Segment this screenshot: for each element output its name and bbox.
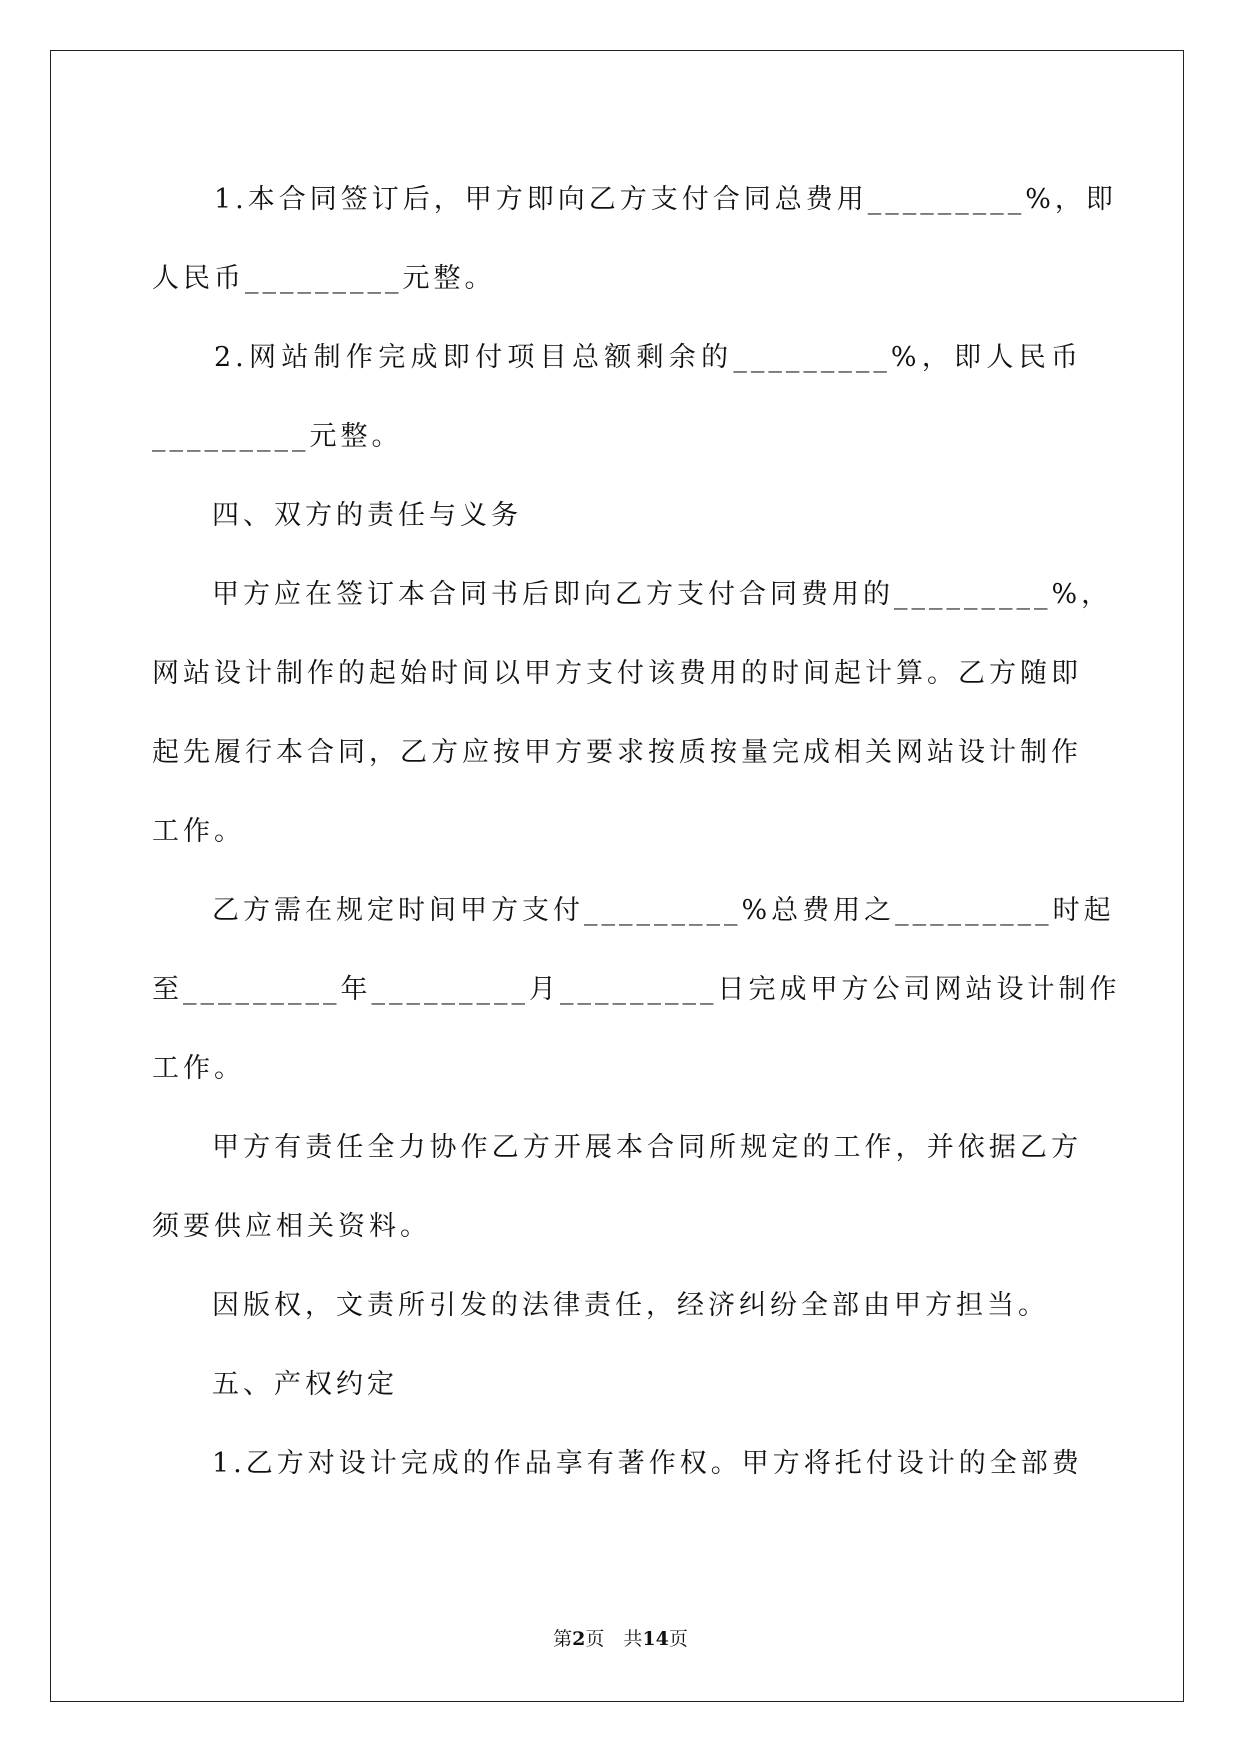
current-page-number: 2 bbox=[572, 1628, 586, 1650]
paragraph-line: 因版权，文责所引发的法律责任，经济纠纷全部由甲方担当。 bbox=[212, 1290, 1049, 1321]
footer-mid: 页 共 bbox=[585, 1628, 643, 1650]
section-heading: 五、产权约定 bbox=[212, 1369, 398, 1400]
paragraph-line: 起先履行本合同，乙方应按甲方要求按质按量完成相关网站设计制作 bbox=[152, 737, 1082, 768]
paragraph-line: 网站设计制作的起始时间以甲方支付该费用的时间起计算。乙方随即 bbox=[152, 658, 1082, 689]
paragraph-line: 甲方有责任全力协作乙方开展本合同所规定的工作，并依据乙方 bbox=[212, 1132, 1082, 1163]
paragraph-line: 须要供应相关资料。 bbox=[152, 1211, 431, 1242]
section-heading: 四、双方的责任与义务 bbox=[212, 500, 522, 531]
footer-prefix: 第 bbox=[553, 1628, 573, 1650]
paragraph-line: _________元整。 bbox=[152, 421, 403, 452]
total-pages-number: 14 bbox=[642, 1628, 669, 1650]
paragraph-line: 1.本合同签订后，甲方即向乙方支付合同总费用_________%，即 bbox=[214, 184, 1117, 215]
paragraph-line: 1.乙方对设计完成的作品享有著作权。甲方将托付设计的全部费 bbox=[212, 1448, 1083, 1479]
document-body bbox=[152, 160, 1121, 1503]
paragraph-line: 工作。 bbox=[152, 816, 245, 847]
paragraph-line: 2.网站制作完成即付项目总额剩余的_________%，即人民币 bbox=[214, 342, 1082, 373]
paragraph-line: 甲方应在签订本合同书后即向乙方支付合同费用的_________%， bbox=[212, 579, 1113, 610]
paragraph-line: 乙方需在规定时间甲方支付_________%总费用之_________时起 bbox=[212, 895, 1115, 926]
footer-suffix: 页 bbox=[668, 1628, 688, 1650]
paragraph-line: 人民币_________元整。 bbox=[152, 263, 496, 294]
paragraph-line: 工作。 bbox=[152, 1053, 245, 1084]
paragraph-line: 至_________年_________月_________日完成甲方公司网站设计制作 bbox=[152, 974, 1121, 1005]
page-footer bbox=[0, 1624, 1241, 1651]
